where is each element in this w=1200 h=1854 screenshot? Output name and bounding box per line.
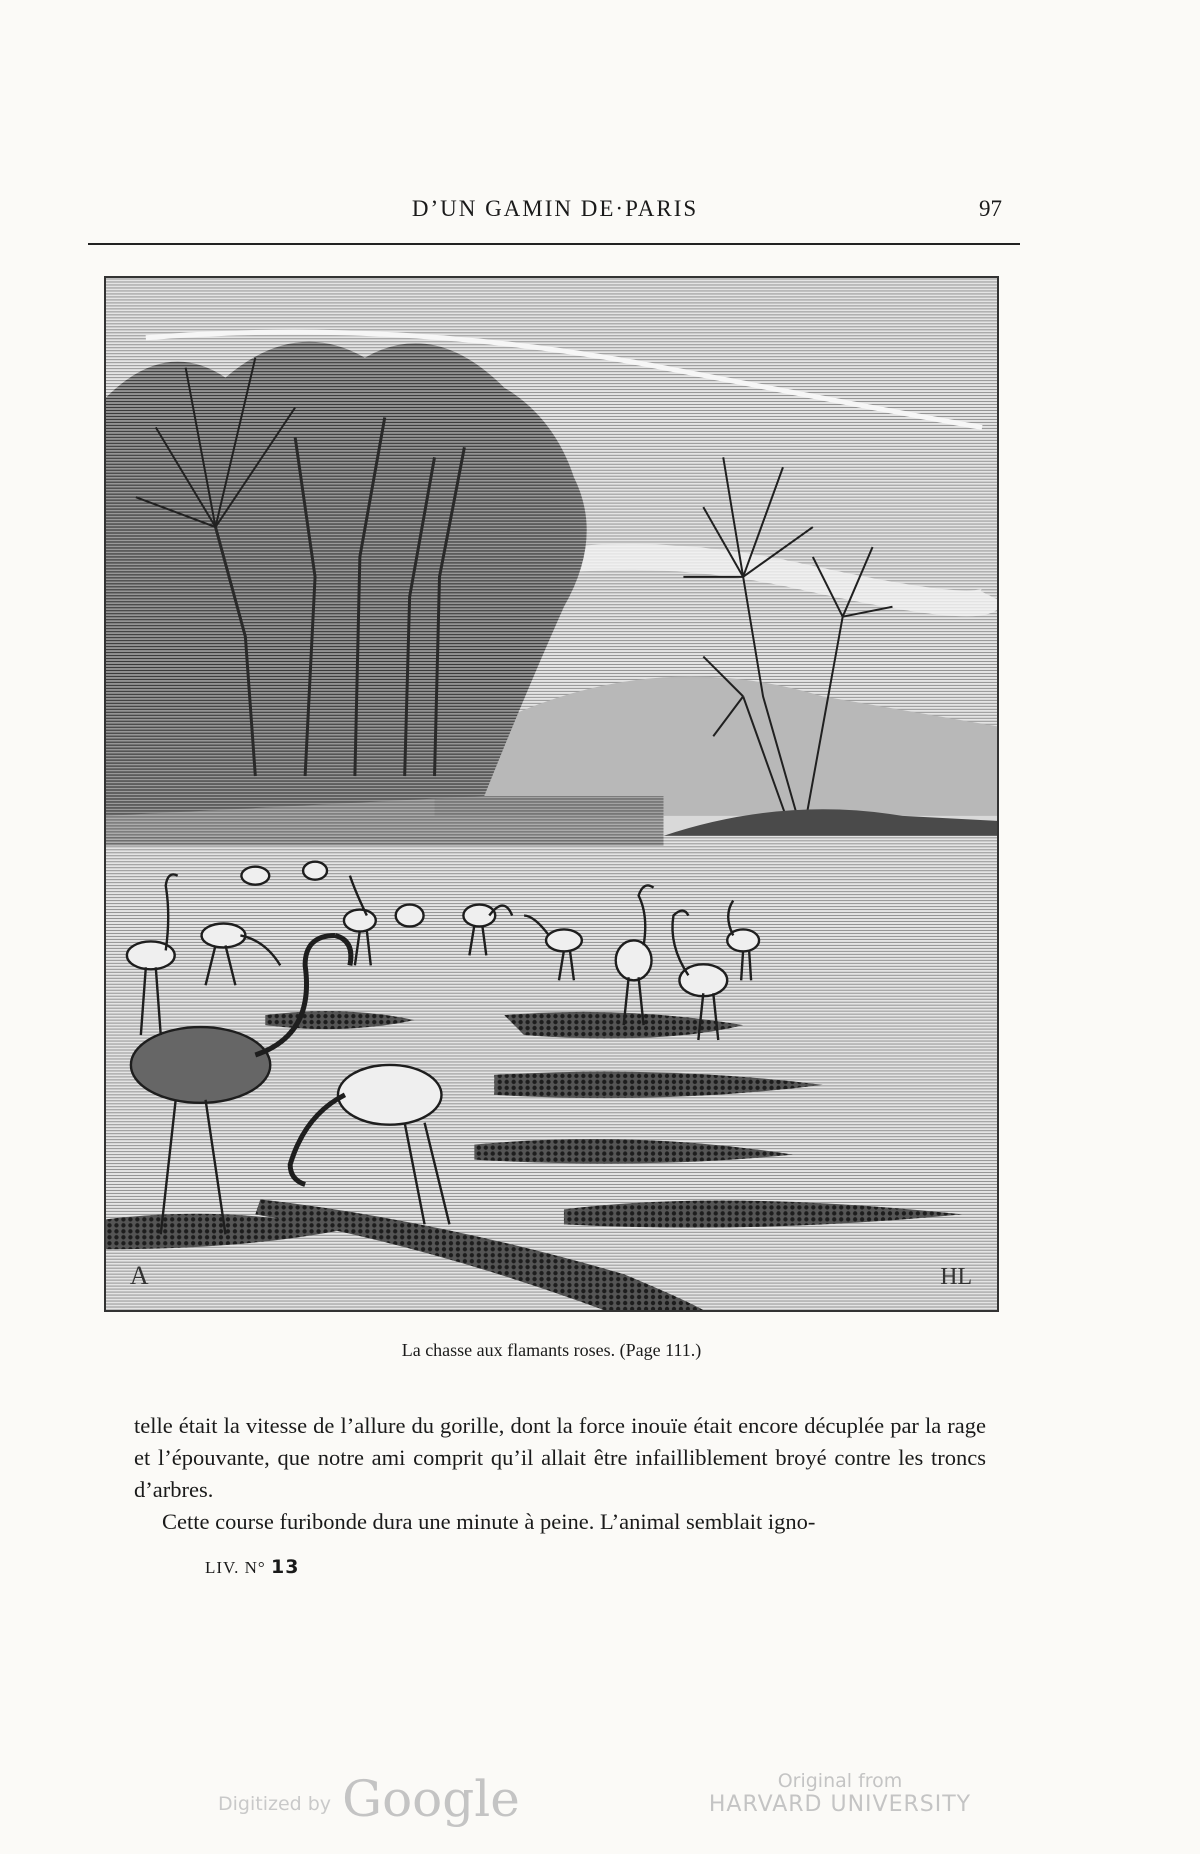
body-text	[134, 1410, 986, 1538]
paragraph-2: Cette course furibonde dura une minute à peine. L’animal semblait igno-	[162, 1509, 816, 1534]
monogram-left: A	[129, 1261, 149, 1291]
header-rule	[88, 243, 1020, 245]
origin-watermark	[700, 1770, 980, 1817]
page-number: 97	[979, 196, 1002, 221]
paragraph-1: telle était la vitesse de l’allure du gorille, dont la force inouïe était encore décuplée par la rage et l’épouvante, que notre ami comprit qu’il allait être infailliblement broyé contre les troncs d’arbres.	[134, 1413, 986, 1502]
running-head	[90, 196, 1020, 226]
flamingo-engraving	[106, 278, 997, 1310]
original-label: Original from	[777, 1770, 903, 1792]
signature-label: LIV. N°	[205, 1558, 266, 1577]
digitized-label: Digitized by	[218, 1793, 332, 1815]
plate-caption: La chasse aux flamants roses. (Page 111.)	[401, 1340, 702, 1360]
institution-label: HARVARD UNIVERSITY	[708, 1792, 972, 1817]
digitized-watermark	[218, 1770, 520, 1828]
monogram-right: HL	[940, 1264, 973, 1291]
signature-mark	[205, 1556, 299, 1578]
engraving-plate	[104, 276, 999, 1312]
running-title: D’UN GAMIN DE·PARIS	[411, 196, 699, 221]
signature-number: 13	[270, 1556, 300, 1578]
google-logo: Google	[342, 1770, 520, 1828]
